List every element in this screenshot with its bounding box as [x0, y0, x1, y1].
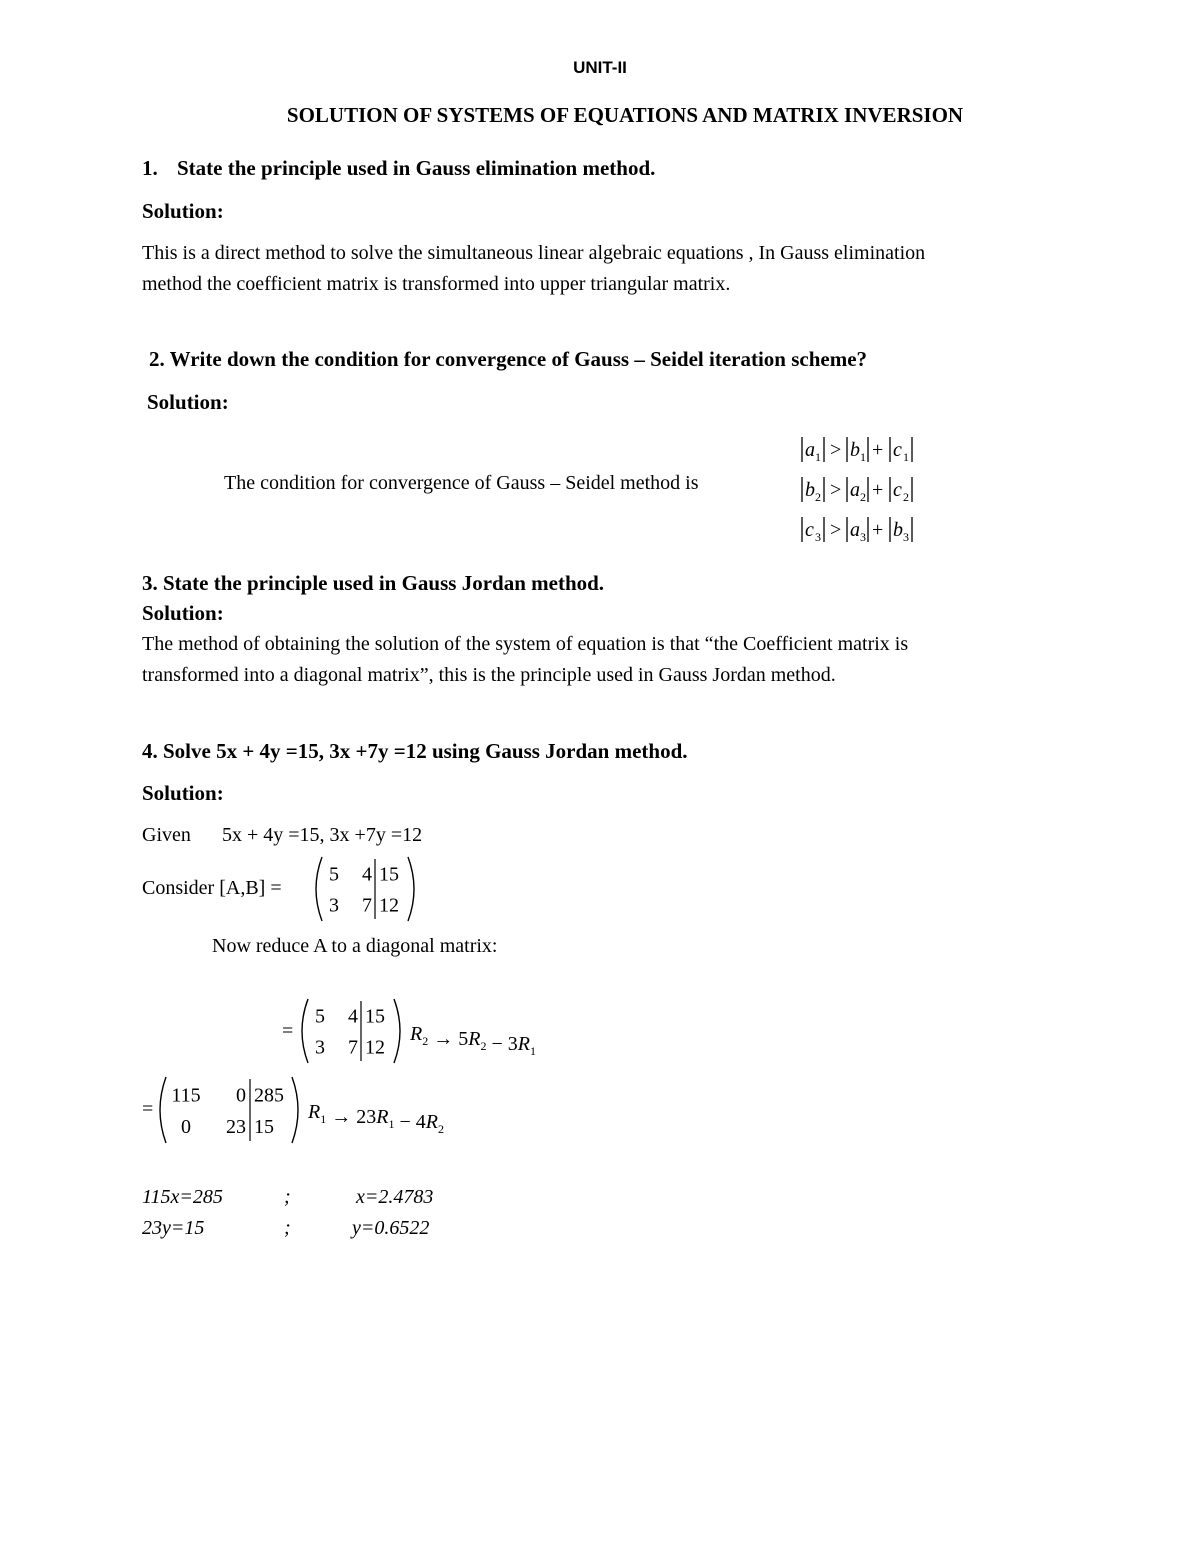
question-1-text: State the principle used in Gauss elimination method.: [177, 156, 656, 180]
plus: +: [872, 519, 884, 541]
right-paren: [408, 857, 414, 921]
subscript: 2: [815, 490, 821, 504]
matrix-entry: 15: [254, 1116, 274, 1139]
variable: a: [850, 479, 860, 501]
row-operation-text: $R_2 \to 5R_2 - 3R_1$: [410, 1023, 536, 1058]
question-2-solution-label: Solution:: [147, 390, 229, 414]
subscript: 3: [815, 530, 821, 544]
subscript: 3: [860, 530, 866, 544]
matrix-entry: 115: [171, 1084, 201, 1107]
page-title: SOLUTION OF SYSTEMS OF EQUATIONS AND MATRIX INVERSION: [286, 103, 964, 127]
result-y-value: y=0.6522: [352, 1217, 430, 1239]
matrix-entry: 12: [379, 894, 399, 917]
subscript: 1: [860, 450, 866, 464]
variable: b: [850, 439, 860, 461]
result-y-equation: 23y=15: [142, 1217, 205, 1239]
question-3-text: 3. State the principle used in Gauss Jordan method.: [142, 571, 605, 595]
matrix-entry: 15: [365, 1005, 385, 1028]
matrix-entry: 5: [315, 1005, 325, 1028]
variable: a: [850, 519, 860, 541]
greater-than: >: [830, 479, 842, 501]
inequality-row: [802, 477, 912, 504]
matrix-entry: 0: [236, 1084, 246, 1107]
subscript: 2: [860, 490, 866, 504]
given-label: Given: [142, 824, 191, 846]
question-3-solution-label: Solution:: [142, 601, 224, 625]
matrix-entry: 285: [254, 1084, 284, 1107]
question-1-solution-label: Solution:: [142, 199, 224, 223]
step-1-matrix: [296, 996, 406, 1066]
question-2-text: 2. Write down the condition for convergence of Gauss – Seidel iteration scheme?: [149, 347, 868, 371]
question-4-text: 4. Solve 5x + 4y =15, 3x +7y =12 using Gauss Jordan method.: [142, 739, 688, 763]
variable: b: [805, 479, 815, 501]
variable: c: [893, 479, 902, 501]
row-operation-text: $R_1 \to 23R_1 - 4R_2$: [308, 1101, 444, 1136]
matrix-entry: 3: [329, 894, 339, 917]
left-paren: [302, 999, 308, 1063]
subscript: 1: [903, 450, 909, 464]
variable: c: [893, 439, 902, 461]
step-1-row-operation: [408, 1016, 578, 1058]
step-2-matrix: [154, 1074, 304, 1146]
matrix-entry: 0: [181, 1116, 191, 1139]
left-paren: [316, 857, 322, 921]
question-3-answer-line-1: The method of obtaining the solution of the system of equation is that “the Coefficient matrix is: [142, 633, 909, 655]
variable: b: [893, 519, 903, 541]
unit-heading: UNIT-II: [573, 58, 627, 77]
inequality-row: [802, 517, 912, 544]
plus: +: [872, 479, 884, 501]
greater-than: >: [830, 439, 842, 461]
given-equations: 5x + 4y =15, 3x +7y =12: [222, 824, 423, 846]
result-x-value: x=2.4783: [356, 1186, 434, 1208]
greater-than: >: [830, 519, 842, 541]
matrix-entry: 15: [379, 863, 399, 886]
matrix-entry: 5: [329, 863, 339, 886]
step-2-row-operation: [306, 1094, 486, 1136]
step-1-equals: =: [282, 1020, 294, 1042]
result-y-separator: ;: [284, 1217, 291, 1239]
augmented-matrix: [310, 854, 420, 924]
matrix-entry: 4: [362, 863, 372, 886]
plus: +: [872, 439, 884, 461]
question-4-solution-label: Solution:: [142, 781, 224, 805]
subscript: 2: [903, 490, 909, 504]
variable: c: [805, 519, 814, 541]
convergence-condition-text: The condition for convergence of Gauss – Seidel method is: [224, 472, 699, 494]
question-1-answer-line-2: method the coefficient matrix is transformed into upper triangular matrix.: [142, 273, 731, 295]
matrix-entry: 7: [348, 1036, 358, 1059]
variable: a: [805, 439, 815, 461]
step-2-equals: =: [142, 1098, 154, 1120]
right-paren: [394, 999, 400, 1063]
inequality-row: [802, 437, 912, 464]
question-1-number: 1.: [142, 156, 158, 180]
question-3-answer-line-2: transformed into a diagonal matrix”, this is the principle used in Gauss Jordan method.: [142, 664, 836, 686]
matrix-entry: 23: [226, 1116, 246, 1139]
consider-label: Consider [A,B] =: [142, 877, 282, 899]
matrix-entry: 7: [362, 894, 372, 917]
matrix-entry: 3: [315, 1036, 325, 1059]
right-paren: [292, 1077, 298, 1143]
matrix-entry: 4: [348, 1005, 358, 1028]
reduce-instruction: Now reduce A to a diagonal matrix:: [212, 935, 498, 957]
matrix-entry: 12: [365, 1036, 385, 1059]
result-x-equation: 115x=285: [142, 1186, 223, 1208]
question-1-answer-line-1: This is a direct method to solve the simultaneous linear algebraic equations , In Gauss elimination: [142, 242, 926, 264]
subscript: 1: [815, 450, 821, 464]
left-paren: [160, 1077, 166, 1143]
result-x-separator: ;: [284, 1186, 291, 1208]
convergence-inequalities: [790, 428, 950, 548]
subscript: 3: [903, 530, 909, 544]
